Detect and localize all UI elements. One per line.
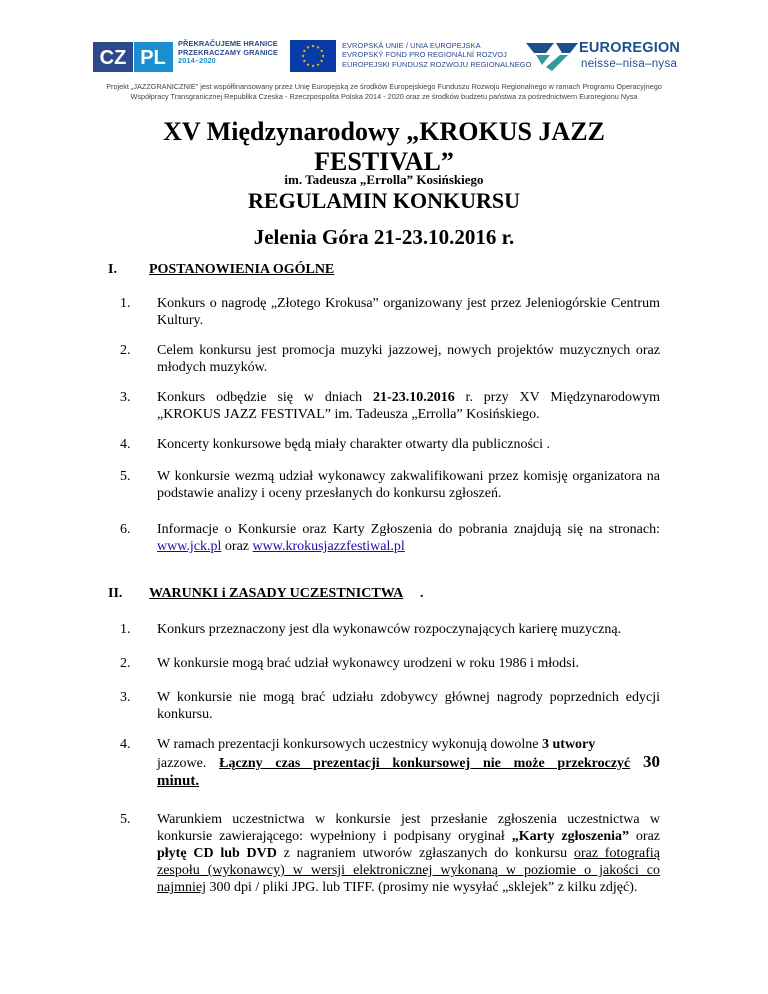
item-text: Celem konkursu jest promocja muzyki jazzowej, nowych projektów muzycznych oraz młodych muzyków.	[157, 343, 660, 375]
time-limit-bold: Łączny czas prezentacji konkursowej nie może przekroczyć	[219, 756, 631, 771]
item-number: 1.	[120, 296, 131, 311]
section2-heading-dot: .	[420, 586, 424, 601]
item-number: 2.	[120, 343, 131, 358]
item-number: 2.	[120, 656, 131, 671]
euroregion-logo-icon	[526, 41, 578, 73]
item-number: 3.	[120, 390, 131, 405]
item-text: Warunkiem uczestnictwa w konkursie jest przesłanie zgłoszenia uczestnictwa w konkursie zawierającego: wypełniony i podpisany oryginał „Karty zgłoszenia” oraz płytę CD lub DVD z nagraniem utworów zgłaszanych do konkursu oraz fotografią zespołu (wykonawcy) w wersji elektronicznej wykonaną w poziomie o jakości co najmniej 300 dpi / pliki JPG. lub TIFF. (prosimy nie wysyłać „sklejek” z kilku zdjęć).	[157, 812, 660, 895]
item-text: Koncerty konkursowe będą miały charakter otwarty dla publiczności .	[157, 437, 551, 452]
item-text: Konkurs przeznaczony jest dla wykonawców rozpoczynających karierę muzyczną.	[157, 622, 622, 637]
czpl-logo	[93, 42, 173, 72]
czpl-logo-pl: PL	[140, 47, 166, 69]
page-title	[0, 117, 768, 177]
item-number: 1.	[120, 622, 131, 637]
czpl-logo-cz: CZ	[99, 47, 127, 69]
title-line2: FESTIVAL”	[314, 147, 454, 176]
eu-flag-icon	[290, 40, 336, 72]
title-patron: im. Tadeusza „Errolla” Kosińskiego	[284, 172, 484, 187]
section1-heading: POSTANOWIENIA OGÓLNE	[149, 262, 335, 277]
item-number: 5.	[120, 812, 131, 827]
application-card-bold: „Karty zgłoszenia”	[511, 829, 630, 844]
item-text: W konkursie nie mogą brać udziału zdobywcy głównej nagrody poprzednich edycji konkursu.	[157, 690, 660, 722]
item-number: 3.	[120, 690, 131, 705]
item-number: 5.	[120, 469, 131, 484]
item-number: 4.	[120, 737, 131, 752]
item-number: 6.	[120, 522, 131, 537]
logo-header	[0, 38, 768, 78]
title-line1: XV Międzynarodowy „KROKUS JAZZ	[163, 117, 605, 146]
czpl-line1: PŘEKRAČUJEME HRANICE	[178, 39, 278, 48]
project-note	[60, 82, 708, 103]
czpl-years: 2014–2020	[178, 56, 216, 66]
item-text: Informacje o Konkursie oraz Karty Zgłoszenia do pobrania znajdują się na stronach: www.jck.pl oraz www.krokusjazzfestiwal.pl	[157, 522, 660, 554]
item-text: Konkurs odbędzie się w dniach 21-23.10.2016 r. przy XV Międzynarodowym „KROKUS JAZZ FESTIVAL” im. Tadeusza „Errolla” Kosińskiego.	[157, 390, 661, 422]
euroregion-name: EUROREGION	[579, 40, 681, 56]
cd-dvd-bold: płytę CD lub DVD	[157, 846, 277, 861]
date-bold: 21-23.10.2016	[373, 390, 455, 405]
czpl-slogan	[178, 40, 278, 66]
item-text: Konkurs o nagrodę „Złotego Krokusa” organizowany jest przez Jeleniogórskie Centrum Kultury.	[157, 296, 660, 328]
item-number: 4.	[120, 437, 131, 452]
section2-heading: WARUNKI i ZASADY UCZESTNICTWA	[149, 586, 404, 601]
section2-number: II.	[108, 586, 123, 601]
item-text: W konkursie wezmą udział wykonawcy zakwalifikowani przez komisję organizatora na podstawie analizy i oceny przesłanych do konkursu zgłoszeń.	[157, 469, 660, 501]
minut-end: minut.	[157, 773, 200, 789]
link-jck[interactable]: www.jck.pl	[157, 539, 222, 554]
project-note-line2: Współpracy Transgranicznej Republika Czeska - Rzeczpospolita Polska 2014 - 2020 oraz ze środków budżetu państwa za pośrednictwem Euroregionu Nysa	[130, 92, 638, 102]
eu-fund-text	[342, 41, 532, 69]
three-pieces-bold: 3 utwory	[542, 737, 596, 752]
item-text: W ramach prezentacji konkursowych uczestnicy wykonują dowolne 3 utwory jazzowe. Łączny czas prezentacji konkursowej nie może przekroczyć 30	[157, 737, 661, 771]
czpl-line2: PRZEKRACZAMY GRANICE	[178, 47, 278, 57]
link-krokusjazzfestiwal[interactable]: www.krokusjazzfestiwal.pl	[252, 539, 405, 554]
thirty-minutes: 30	[643, 752, 661, 771]
rules-heading: REGULAMIN KONKURSU	[248, 188, 520, 213]
section1-number: I.	[108, 262, 117, 277]
eu-line3: EUROPEJSKI FUNDUSZ ROZWOJU REGIONALNEGO	[342, 59, 532, 69]
project-note-line1: Projekt „JAZZGRANICZNIE” jest współfinansowany przez Unię Europejską ze środków Europejskiego Funduszu Rozwoju Regionalnego w ramach Programu Operacyjnego	[106, 82, 662, 91]
eu-line2: EVROPSKÝ FOND PRO REGIONÁLNÍ ROZVOJ	[342, 50, 507, 60]
place-date: Jelenia Góra 21-23.10.2016 r.	[253, 225, 515, 249]
euroregion-subtitle: neisse–nisa–nysa	[581, 58, 678, 70]
item-text: W konkursie mogą brać udział wykonawcy urodzeni w roku 1986 i młodsi.	[157, 656, 579, 671]
eu-line1: EVROPSKÁ UNIE / UNIA EUROPEJSKA	[342, 41, 481, 50]
photo-requirement-underlined: oraz fotografią zespołu (wykonawcy) w wersji elektronicznej wykonaną w poziomie o jakości co najmniej	[157, 846, 660, 895]
